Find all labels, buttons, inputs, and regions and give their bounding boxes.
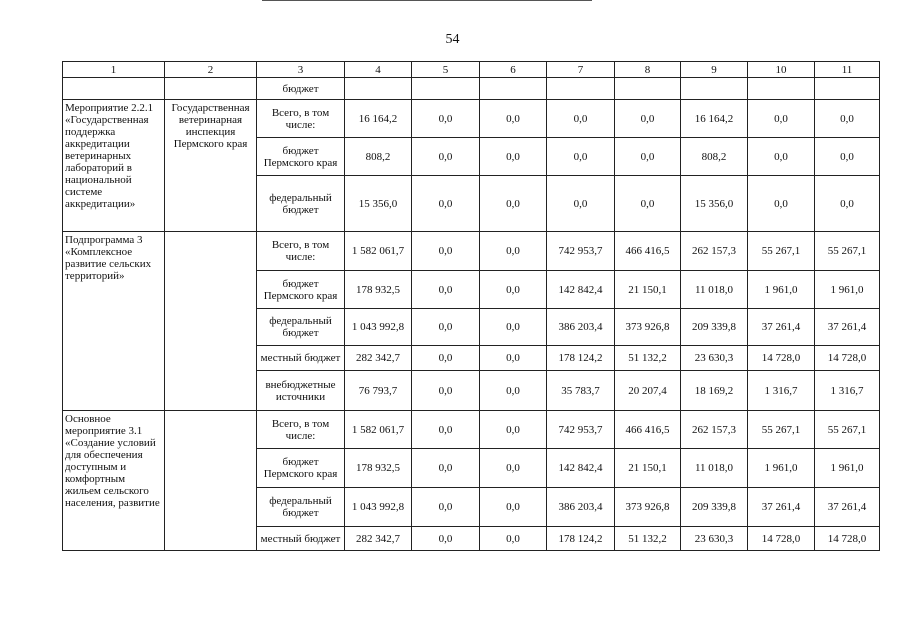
value-cell: 21 150,1 bbox=[615, 449, 681, 488]
value-cell: 0,0 bbox=[815, 100, 880, 138]
header-row bbox=[63, 62, 880, 78]
funding-source-cell: бюджет Пермского края bbox=[257, 449, 345, 488]
page-number: 54 bbox=[445, 32, 460, 47]
value-cell: 16 164,2 bbox=[345, 100, 412, 138]
value-cell: 14 728,0 bbox=[815, 527, 880, 551]
funding-source-cell: Всего, в том числе: bbox=[257, 232, 345, 271]
value-cell: 0,0 bbox=[480, 488, 547, 527]
value-cell: 209 339,8 bbox=[681, 488, 748, 527]
column-header-6: 6 bbox=[480, 62, 547, 78]
value-cell: 0,0 bbox=[748, 138, 815, 176]
table-row bbox=[63, 100, 880, 138]
value-cell: 282 342,7 bbox=[345, 346, 412, 371]
top-rule bbox=[262, 0, 592, 1]
value-cell: 14 728,0 bbox=[748, 346, 815, 371]
column-header-8: 8 bbox=[615, 62, 681, 78]
value-cell: 1 582 061,7 bbox=[345, 411, 412, 449]
value-cell: 0,0 bbox=[412, 488, 480, 527]
value-cell: 262 157,3 bbox=[681, 232, 748, 271]
table-row bbox=[63, 78, 880, 100]
empty-cell bbox=[63, 78, 165, 100]
value-cell: 0,0 bbox=[480, 138, 547, 176]
value-cell: 1 961,0 bbox=[815, 449, 880, 488]
column-header-10: 10 bbox=[748, 62, 815, 78]
value-cell: 0,0 bbox=[480, 309, 547, 346]
value-cell: 1 043 992,8 bbox=[345, 309, 412, 346]
value-cell: 466 416,5 bbox=[615, 411, 681, 449]
value-cell: 23 630,3 bbox=[681, 346, 748, 371]
value-cell: 142 842,4 bbox=[547, 449, 615, 488]
funding-source-cell: бюджет Пермского края bbox=[257, 271, 345, 309]
funding-source-cell: бюджет bbox=[257, 78, 345, 100]
value-cell: 0,0 bbox=[615, 176, 681, 232]
value-cell: 0,0 bbox=[547, 100, 615, 138]
value-cell: 1 961,0 bbox=[748, 271, 815, 309]
value-cell: 37 261,4 bbox=[748, 488, 815, 527]
executor-cell bbox=[165, 411, 257, 551]
value-cell: 0,0 bbox=[547, 176, 615, 232]
value-cell: 1 316,7 bbox=[748, 371, 815, 411]
value-cell: 0,0 bbox=[748, 176, 815, 232]
value-cell: 14 728,0 bbox=[815, 346, 880, 371]
value-cell: 0,0 bbox=[480, 449, 547, 488]
value-cell: 55 267,1 bbox=[748, 232, 815, 271]
value-cell: 0,0 bbox=[615, 100, 681, 138]
value-cell: 0,0 bbox=[615, 138, 681, 176]
value-cell: 0,0 bbox=[412, 449, 480, 488]
value-cell: 0,0 bbox=[480, 100, 547, 138]
value-cell: 0,0 bbox=[815, 176, 880, 232]
value-cell: 178 932,5 bbox=[345, 449, 412, 488]
executor-cell: Государственная ветеринарная инспекция Пермского края bbox=[165, 100, 257, 232]
value-cell: 0,0 bbox=[412, 411, 480, 449]
value-cell: 209 339,8 bbox=[681, 309, 748, 346]
funding-source-cell: местный бюджет bbox=[257, 527, 345, 551]
value-cell: 742 953,7 bbox=[547, 411, 615, 449]
value-cell: 15 356,0 bbox=[681, 176, 748, 232]
empty-cell bbox=[681, 78, 748, 100]
empty-cell bbox=[480, 78, 547, 100]
value-cell: 35 783,7 bbox=[547, 371, 615, 411]
funding-source-cell: федеральный бюджет bbox=[257, 488, 345, 527]
value-cell: 178 124,2 bbox=[547, 527, 615, 551]
value-cell: 0,0 bbox=[480, 271, 547, 309]
value-cell: 37 261,4 bbox=[815, 309, 880, 346]
column-header-7: 7 bbox=[547, 62, 615, 78]
value-cell: 0,0 bbox=[412, 371, 480, 411]
value-cell: 0,0 bbox=[412, 232, 480, 271]
column-header-2: 2 bbox=[165, 62, 257, 78]
empty-cell bbox=[345, 78, 412, 100]
value-cell: 808,2 bbox=[681, 138, 748, 176]
funding-source-cell: местный бюджет bbox=[257, 346, 345, 371]
value-cell: 1 961,0 bbox=[748, 449, 815, 488]
empty-cell bbox=[547, 78, 615, 100]
column-header-1: 1 bbox=[63, 62, 165, 78]
column-header-4: 4 bbox=[345, 62, 412, 78]
value-cell: 742 953,7 bbox=[547, 232, 615, 271]
value-cell: 15 356,0 bbox=[345, 176, 412, 232]
value-cell: 16 164,2 bbox=[681, 100, 748, 138]
value-cell: 1 961,0 bbox=[815, 271, 880, 309]
funding-source-cell: Всего, в том числе: bbox=[257, 100, 345, 138]
value-cell: 373 926,8 bbox=[615, 309, 681, 346]
value-cell: 51 132,2 bbox=[615, 346, 681, 371]
value-cell: 0,0 bbox=[480, 411, 547, 449]
column-header-3: 3 bbox=[257, 62, 345, 78]
value-cell: 0,0 bbox=[412, 138, 480, 176]
value-cell: 76 793,7 bbox=[345, 371, 412, 411]
value-cell: 0,0 bbox=[480, 232, 547, 271]
value-cell: 466 416,5 bbox=[615, 232, 681, 271]
empty-cell bbox=[815, 78, 880, 100]
value-cell: 37 261,4 bbox=[815, 488, 880, 527]
column-header-9: 9 bbox=[681, 62, 748, 78]
table-row bbox=[63, 232, 880, 271]
empty-cell bbox=[412, 78, 480, 100]
value-cell: 386 203,4 bbox=[547, 309, 615, 346]
value-cell: 0,0 bbox=[412, 176, 480, 232]
measure-name-cell: Мероприятие 2.2.1 «Государственная поддержка аккредитации ветеринарных лабораторий в национальной системе аккредитации» bbox=[63, 100, 165, 232]
value-cell: 55 267,1 bbox=[815, 232, 880, 271]
value-cell: 21 150,1 bbox=[615, 271, 681, 309]
value-cell: 11 018,0 bbox=[681, 271, 748, 309]
value-cell: 0,0 bbox=[412, 309, 480, 346]
executor-cell bbox=[165, 232, 257, 411]
measure-name-cell: Основное мероприятие 3.1 «Создание условий для обеспечения доступным и комфортным жильем сельского населения, развитие bbox=[63, 411, 165, 551]
value-cell: 0,0 bbox=[412, 346, 480, 371]
value-cell: 0,0 bbox=[412, 527, 480, 551]
empty-cell bbox=[165, 78, 257, 100]
value-cell: 808,2 bbox=[345, 138, 412, 176]
empty-cell bbox=[748, 78, 815, 100]
funding-source-cell: бюджет Пермского края bbox=[257, 138, 345, 176]
value-cell: 0,0 bbox=[480, 527, 547, 551]
value-cell: 373 926,8 bbox=[615, 488, 681, 527]
measure-name-cell: Подпрограмма 3 «Комплексное развитие сельских территорий» bbox=[63, 232, 165, 411]
funding-source-cell: федеральный бюджет bbox=[257, 176, 345, 232]
funding-source-cell: Всего, в том числе: bbox=[257, 411, 345, 449]
value-cell: 0,0 bbox=[547, 138, 615, 176]
value-cell: 20 207,4 bbox=[615, 371, 681, 411]
value-cell: 55 267,1 bbox=[748, 411, 815, 449]
value-cell: 1 582 061,7 bbox=[345, 232, 412, 271]
value-cell: 262 157,3 bbox=[681, 411, 748, 449]
table-row bbox=[63, 411, 880, 449]
value-cell: 0,0 bbox=[412, 271, 480, 309]
funding-source-cell: федеральный бюджет bbox=[257, 309, 345, 346]
value-cell: 142 842,4 bbox=[547, 271, 615, 309]
value-cell: 282 342,7 bbox=[345, 527, 412, 551]
value-cell: 1 043 992,8 bbox=[345, 488, 412, 527]
value-cell: 178 932,5 bbox=[345, 271, 412, 309]
column-header-5: 5 bbox=[412, 62, 480, 78]
value-cell: 0,0 bbox=[480, 176, 547, 232]
value-cell: 37 261,4 bbox=[748, 309, 815, 346]
value-cell: 11 018,0 bbox=[681, 449, 748, 488]
value-cell: 0,0 bbox=[748, 100, 815, 138]
funding-source-cell: внебюджетные источники bbox=[257, 371, 345, 411]
value-cell: 178 124,2 bbox=[547, 346, 615, 371]
budget-table bbox=[62, 61, 880, 551]
value-cell: 51 132,2 bbox=[615, 527, 681, 551]
empty-cell bbox=[615, 78, 681, 100]
value-cell: 55 267,1 bbox=[815, 411, 880, 449]
value-cell: 0,0 bbox=[480, 371, 547, 411]
value-cell: 18 169,2 bbox=[681, 371, 748, 411]
value-cell: 0,0 bbox=[815, 138, 880, 176]
column-header-11: 11 bbox=[815, 62, 880, 78]
value-cell: 14 728,0 bbox=[748, 527, 815, 551]
value-cell: 1 316,7 bbox=[815, 371, 880, 411]
value-cell: 386 203,4 bbox=[547, 488, 615, 527]
value-cell: 0,0 bbox=[412, 100, 480, 138]
value-cell: 23 630,3 bbox=[681, 527, 748, 551]
value-cell: 0,0 bbox=[480, 346, 547, 371]
